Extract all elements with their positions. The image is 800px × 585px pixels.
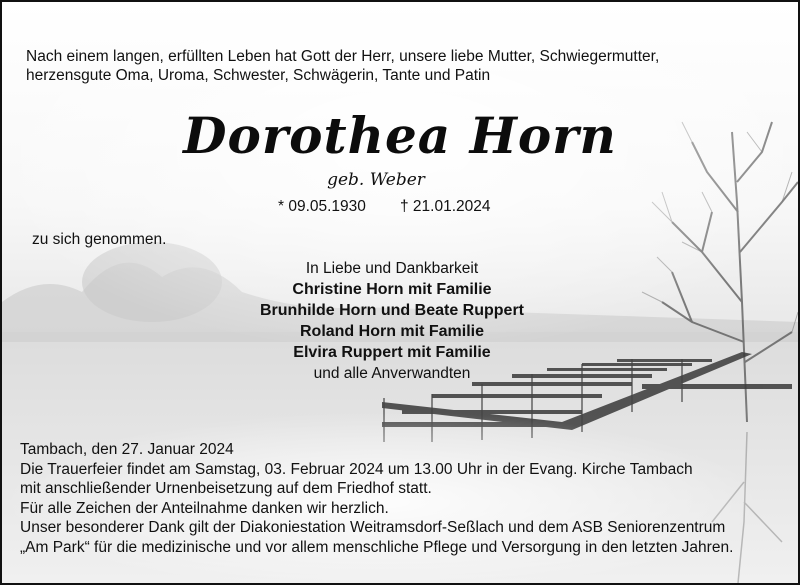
footer-line: „Am Park“ für die medizinische und vor allem menschliche Pflege und Versorgung in den letzten Jahren. xyxy=(20,538,734,556)
taken-text: zu sich genommen. xyxy=(32,231,167,248)
footer-line: Die Trauerfeier findet am Samstag, 03. Februar 2024 um 13.00 Uhr in der Evang. Kirche Tambach xyxy=(20,460,693,478)
family-line: Brunhilde Horn und Beate Ruppert xyxy=(260,302,524,319)
deceased-name: Dorothea Horn xyxy=(183,106,617,165)
family-line: Christine Horn mit Familie xyxy=(292,281,492,298)
birth-date: * 09.05.1930 xyxy=(278,198,366,215)
mourners-closing: und alle Anverwandten xyxy=(313,365,471,382)
intro-line: Nach einem langen, erfüllten Leben hat Gott der Herr, unsere liebe Mutter, Schwiegermutter, xyxy=(26,48,660,65)
mourners-heading: In Liebe und Dankbarkeit xyxy=(305,260,479,277)
family-line: Elvira Ruppert mit Familie xyxy=(293,344,491,361)
maiden-name: geb. Weber xyxy=(327,170,425,190)
footer-line: Für alle Zeichen der Anteilnahme danken wir herzlich. xyxy=(20,499,389,517)
footer-text xyxy=(20,440,733,557)
footer-line: mit anschließender Urnenbeisetzung auf dem Friedhof statt. xyxy=(20,480,432,497)
intro-text xyxy=(26,47,659,85)
intro-line: herzensgute Oma, Uroma, Schwester, Schwägerin, Tante und Patin xyxy=(26,67,491,84)
footer-line: Tambach, den 27. Januar 2024 xyxy=(20,441,234,458)
mourners-block xyxy=(202,258,582,384)
death-date: † 21.01.2024 xyxy=(400,198,491,215)
footer-line: Unser besonderer Dank gilt der Diakoniestation Weitramsdorf-Seßlach und dem ASB Seniorenzentrum xyxy=(20,519,726,536)
family-line: Roland Horn mit Familie xyxy=(299,323,484,340)
